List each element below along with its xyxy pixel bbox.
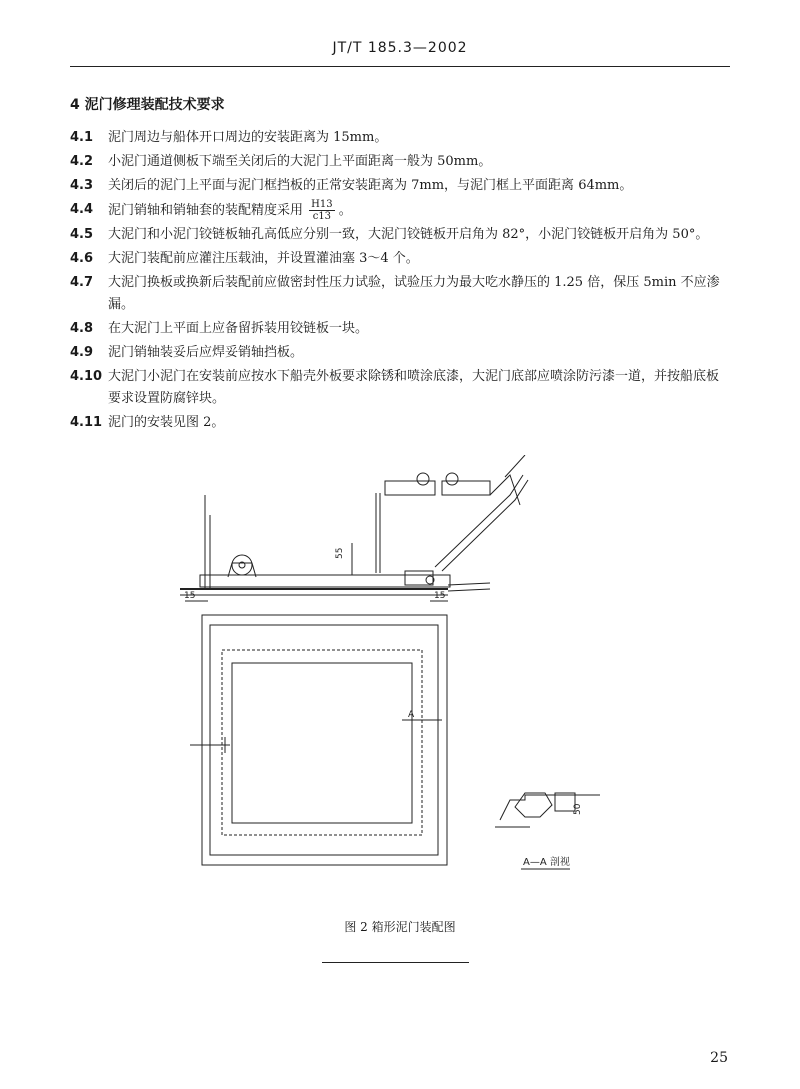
plan-view [190, 615, 447, 865]
operating-lever [490, 475, 520, 505]
header-rule [70, 66, 730, 67]
clause-4-4 [70, 199, 730, 222]
clause-4-10 [70, 366, 730, 410]
detail-dimension: 50 [573, 803, 583, 815]
fit-fraction [309, 199, 334, 222]
clause-text: 大泥门装配前应灌注压载油，并设置灌油塞 3～4 个。 [108, 251, 419, 266]
door-opening [232, 663, 412, 823]
seal-gasket [515, 793, 552, 817]
fraction-numerator: H13 [311, 199, 333, 210]
dim-label-left: 15 [184, 591, 196, 601]
fraction-denominator: c13 [312, 211, 332, 222]
clause-text: 泥门的安装见图 2。 [108, 415, 225, 430]
clause-number: 4.3 [70, 178, 94, 193]
clause-text: 大泥门小泥门在安装前应按水下船壳外板要求除锈和喷涂底漆，大泥门底部应喷涂防污漆一道，并按船底板要求设置防腐锌块。 [108, 369, 720, 406]
hinge-lug [232, 555, 252, 575]
section-detail [495, 793, 600, 869]
mud-door-assembly-drawing [180, 455, 620, 885]
lever-tip [505, 455, 525, 477]
clause-text-wrap [108, 199, 730, 222]
clause-number: 4.11 [70, 415, 103, 430]
clause-number: 4.6 [70, 251, 94, 266]
clause-number: 4.9 [70, 345, 94, 360]
clause-number: 4.5 [70, 227, 94, 242]
page-number: 25 [710, 1050, 728, 1066]
outer-frame [202, 615, 447, 865]
clause-text: 大泥门换板或换新后装配前应做密封性压力试验，试验压力为最大吃水静压的 1.25 倍，保压 5min 不应渗漏。 [108, 275, 720, 312]
clause-text: 大泥门和小泥门铰链板轴孔高低应分别一致，大泥门铰链板开启角为 82°，小泥门铰链板开启角为 50°。 [108, 227, 709, 242]
clause-text: 泥门销轴和销轴套的装配精度采用 [108, 203, 304, 218]
dim-label-height: 55 [335, 547, 345, 559]
clause-tail: 。 [338, 203, 352, 218]
clause-list [70, 127, 730, 436]
clause-4-11 [70, 412, 730, 434]
detail-block [555, 793, 575, 811]
clause-4-1 [70, 127, 730, 149]
clause-4-9 [70, 342, 730, 364]
clause-text: 泥门周边与船体开口周边的安装距离为 15mm。 [108, 130, 388, 145]
sloped-plate [448, 589, 490, 591]
section-mark: A [408, 710, 415, 720]
footer-rule [322, 962, 469, 963]
clause-text: 小泥门通道侧板下端至关闭后的大泥门上平面距离一般为 50mm。 [108, 154, 492, 169]
clause-text: 关闭后的泥门上平面与泥门框挡板的正常安装距离为 7mm，与泥门框上平面距离 64mm。 [108, 178, 633, 193]
clause-number: 4.10 [70, 369, 103, 384]
clause-number: 4.2 [70, 154, 94, 169]
upper-hinge-plate [442, 481, 490, 495]
clause-4-6 [70, 248, 730, 270]
section-title: 4 泥门修理装配技术要求 [70, 97, 225, 113]
clause-text: 泥门销轴装妥后应焊妥销轴挡板。 [108, 345, 304, 360]
elevation-view [180, 455, 528, 601]
clause-4-3 [70, 175, 730, 197]
dim-label-right: 15 [434, 591, 446, 601]
clause-4-2 [70, 151, 730, 173]
upper-hinge-pin [417, 473, 429, 485]
clause-text: 在大泥门上平面上应备留拆装用铰链板一块。 [108, 321, 369, 336]
document-header: JT/T 185.3—2002 [332, 40, 468, 56]
figure-caption: 图 2 箱形泥门装配图 [344, 920, 456, 934]
clause-4-5 [70, 224, 730, 246]
upper-hinge-pin [446, 473, 458, 485]
dashed-coaming [222, 650, 422, 835]
clause-number: 4.7 [70, 275, 94, 290]
clause-number: 4.8 [70, 321, 94, 336]
inclined-arm [442, 480, 528, 571]
inclined-arm [435, 475, 523, 567]
clause-number: 4.1 [70, 130, 94, 145]
locking-block [405, 571, 433, 585]
clause-4-7 [70, 272, 730, 316]
sloped-plate [448, 583, 490, 585]
frame-inner-edge [210, 625, 438, 855]
clause-number: 4.4 [70, 202, 94, 217]
clause-4-8 [70, 318, 730, 340]
section-label: A—A 剖视 [523, 857, 570, 868]
